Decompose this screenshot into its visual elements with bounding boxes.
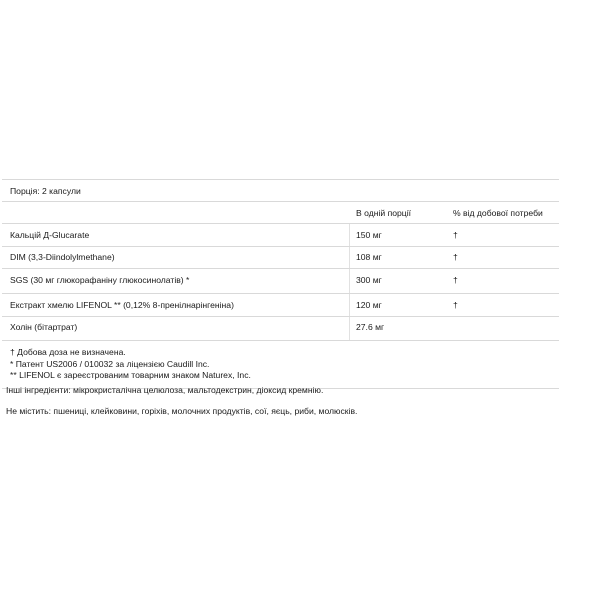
daily-value-header: % від добової потреби xyxy=(453,208,543,218)
other-ingredients: Інші інгредієнти: мікрокристалічна целюлоза, мальтодекстрин, діоксид кремнію. xyxy=(6,385,324,395)
footnote-daily-value: † Добова доза не визначена. xyxy=(10,347,126,357)
amount-header: В одній порції xyxy=(356,208,411,218)
header-row xyxy=(2,202,559,224)
table-row xyxy=(2,294,559,317)
ingredient-amount: 108 мг xyxy=(356,252,382,262)
footnote-trademark: ** LIFENOL є зареєстрованим товарним знаком Naturex, Inc. xyxy=(10,370,251,380)
ingredient-name: Екстракт хмелю LIFENOL ** (0,12% 8-пренілнарінгеніна) xyxy=(10,300,234,310)
ingredient-name: SGS (30 мг глюкорафаніну глюкосинолатів) * xyxy=(10,275,190,285)
allergen-statement: Не містить: пшениці, клейковини, горіхів, молочних продуктів, сої, яєць, риби, молюсків. xyxy=(6,406,358,416)
ingredient-dv: † xyxy=(453,230,458,240)
ingredient-amount: 27.6 мг xyxy=(356,322,385,332)
table-row xyxy=(2,269,559,294)
ingredient-dv: † xyxy=(453,252,458,262)
ingredient-dv: † xyxy=(453,300,458,310)
footnote-patent: * Патент US2006 / 010032 за ліцензією Caudill Inc. xyxy=(10,358,210,369)
ingredient-amount: 300 мг xyxy=(356,275,382,285)
ingredient-dv: † xyxy=(453,275,458,285)
ingredient-name: Кальцій Д-Glucarate xyxy=(10,230,90,240)
supplement-facts-table xyxy=(2,179,559,389)
footnotes xyxy=(2,341,559,389)
serving-row xyxy=(2,179,559,202)
ingredient-name: Холін (бітартрат) xyxy=(10,322,78,332)
table-row xyxy=(2,317,559,341)
serving-size: Порція: 2 капсули xyxy=(10,186,81,196)
ingredient-amount: 120 мг xyxy=(356,300,382,310)
ingredient-amount: 150 мг xyxy=(356,230,382,240)
table-row xyxy=(2,247,559,269)
table-row xyxy=(2,224,559,247)
ingredient-name: DIM (3,3-Diindolylmethane) xyxy=(10,252,115,262)
